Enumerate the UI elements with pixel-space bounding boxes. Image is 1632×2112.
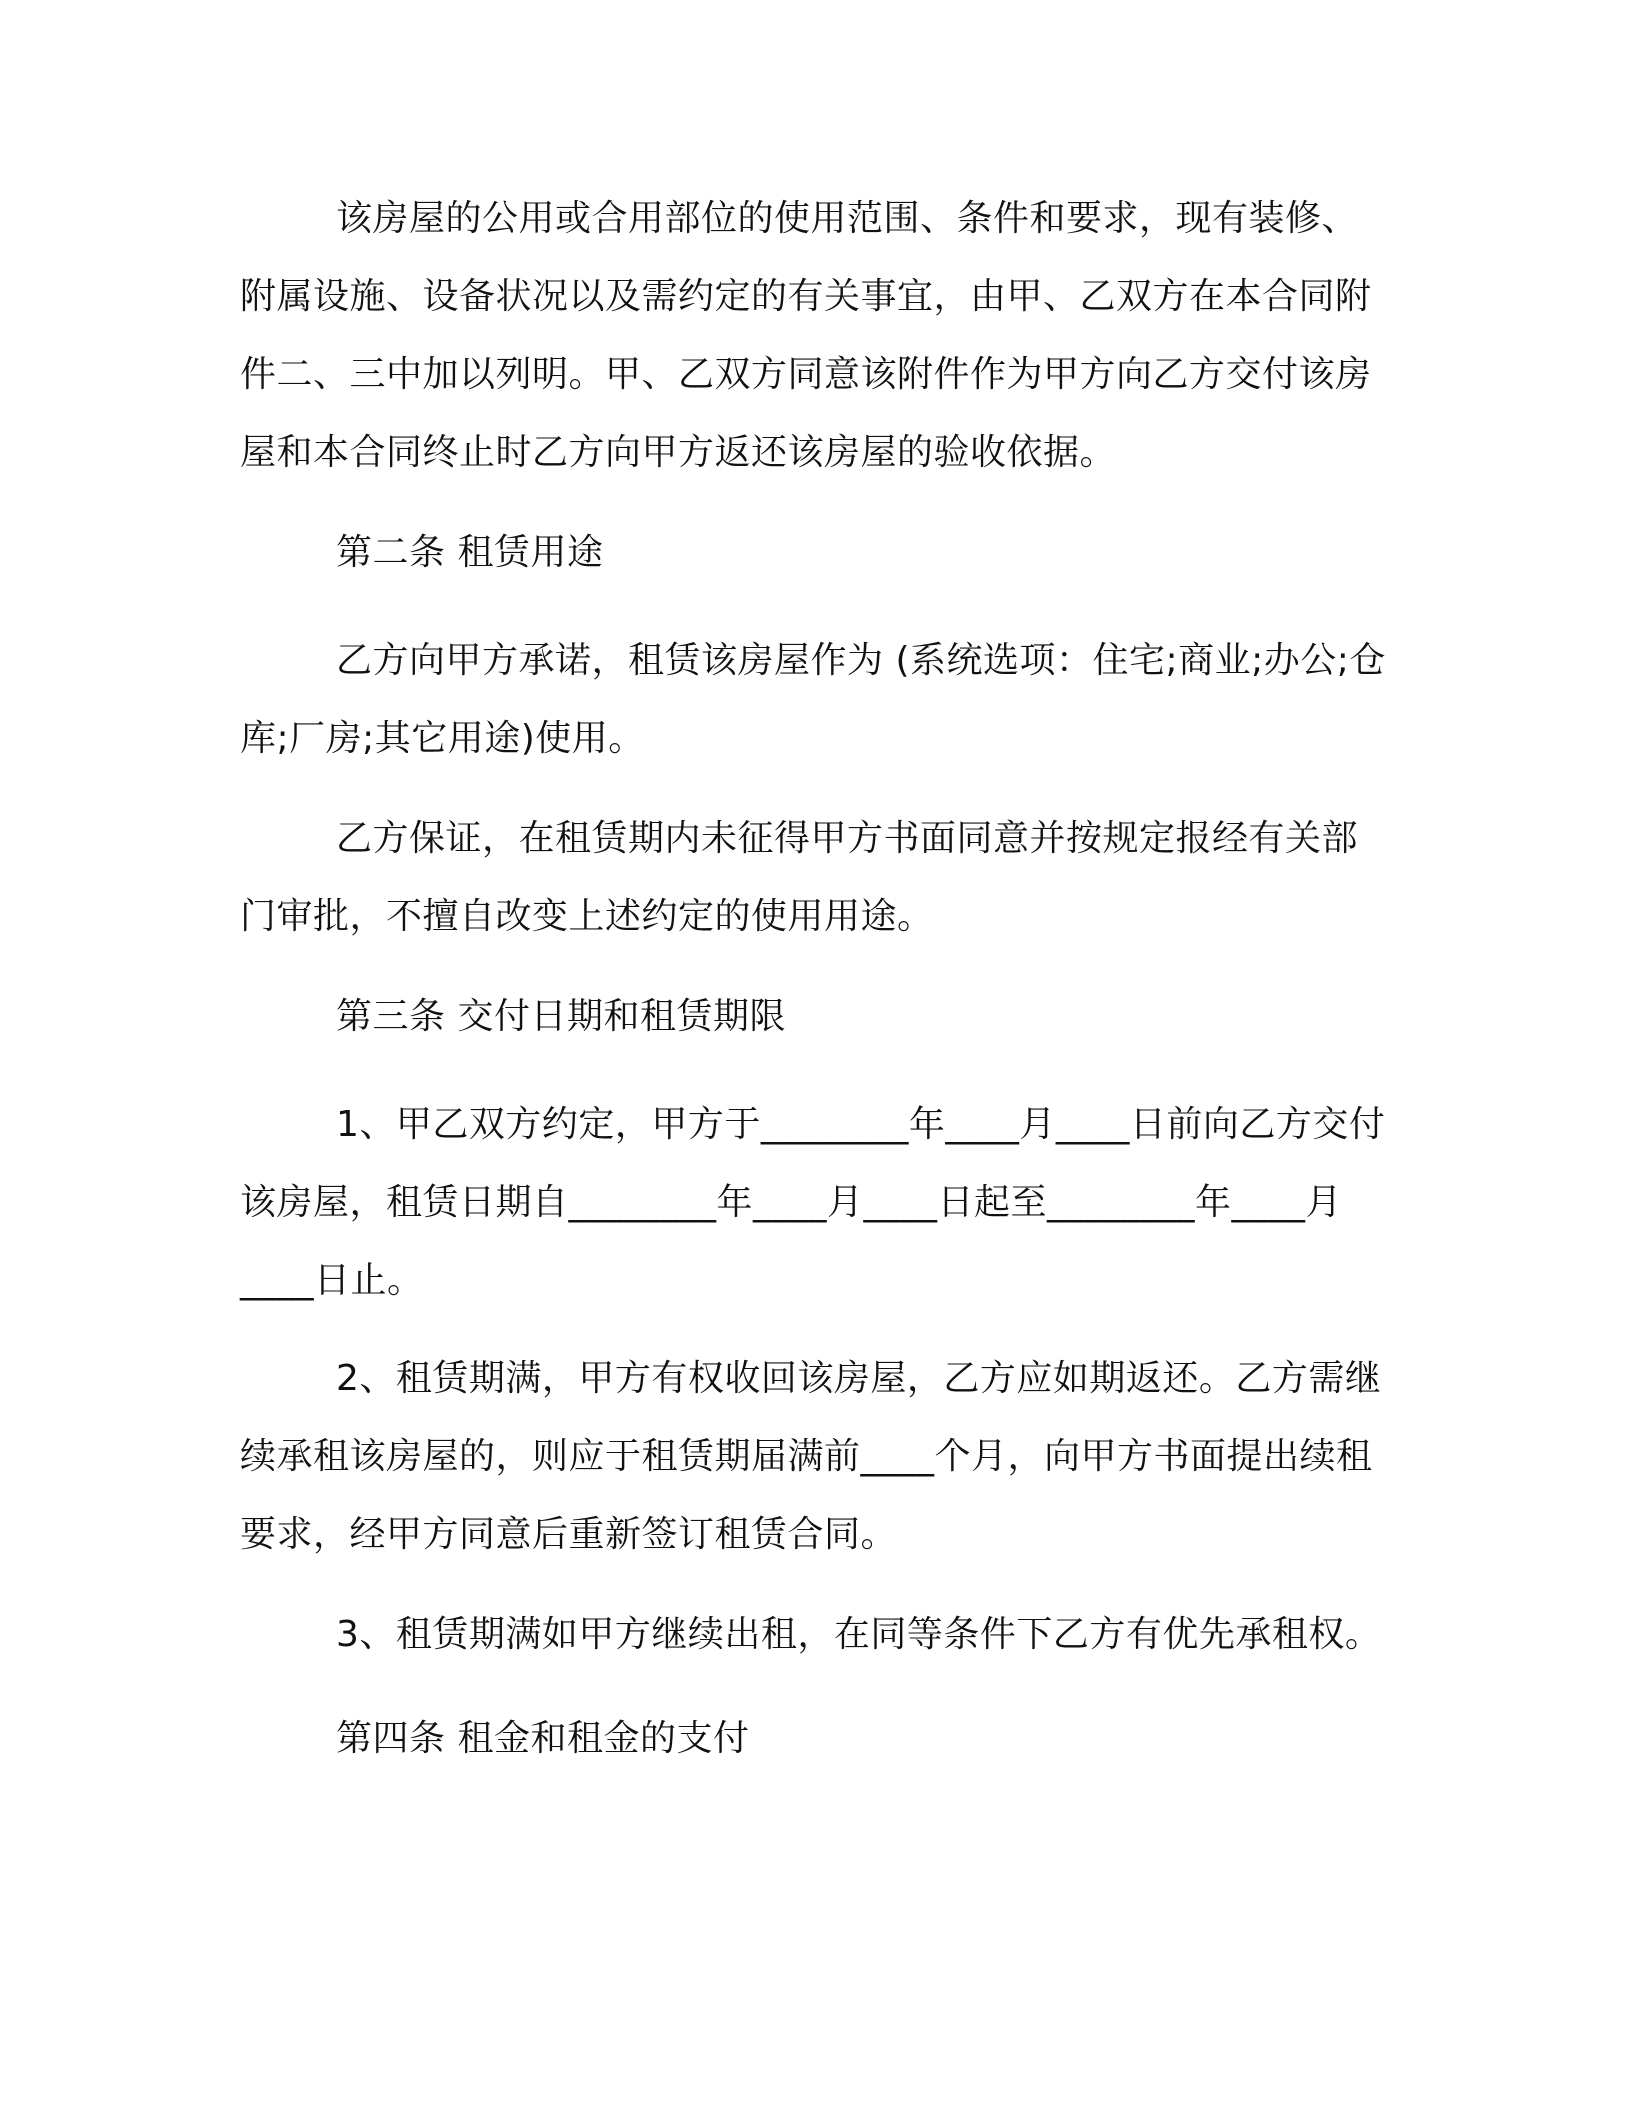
- paragraph-lease-purpose: 乙方向甲方承诺，租赁该房屋作为 (系统选项：住宅;商业;办公;仓库;厂房;其它用途)使用。: [240, 640, 1386, 759]
- paragraph-delivery-date: 1、甲乙双方约定，甲方于________年____月____日前向乙方交付该房屋，租赁日期自________年____月____日起至________年____月____日止。: [240, 1104, 1386, 1301]
- paragraph-lease-renewal: 2、租赁期满，甲方有权收回该房屋，乙方应如期返还。乙方需继续承租该房屋的，则应于租赁期届满前____个月，向甲方书面提出续租要求，经甲方同意后重新签订租赁合同。: [240, 1358, 1382, 1555]
- article-2-heading: 第二条 租赁用途: [336, 532, 604, 573]
- article-3-heading: 第三条 交付日期和租赁期限: [336, 996, 786, 1037]
- article-4-heading: 第四条 租金和租金的支付: [336, 1718, 750, 1759]
- paragraph-shared-areas: 该房屋的公用或合用部位的使用范围、条件和要求，现有装修、附属设施、设备状况以及需约定的有关事宜，由甲、乙双方在本合同附件二、三中加以列明。甲、乙双方同意该附件作为甲方向乙方交付该房屋和本合同终止时乙方向甲方返还该房屋的验收依据。: [240, 198, 1372, 473]
- paragraph-priority-right: 3、租赁期满如甲方继续出租，在同等条件下乙方有优先承租权。: [336, 1614, 1382, 1655]
- paragraph-usage-guarantee: 乙方保证，在租赁期内未征得甲方书面同意并按规定报经有关部门审批，不擅自改变上述约定的使用用途。: [240, 818, 1359, 937]
